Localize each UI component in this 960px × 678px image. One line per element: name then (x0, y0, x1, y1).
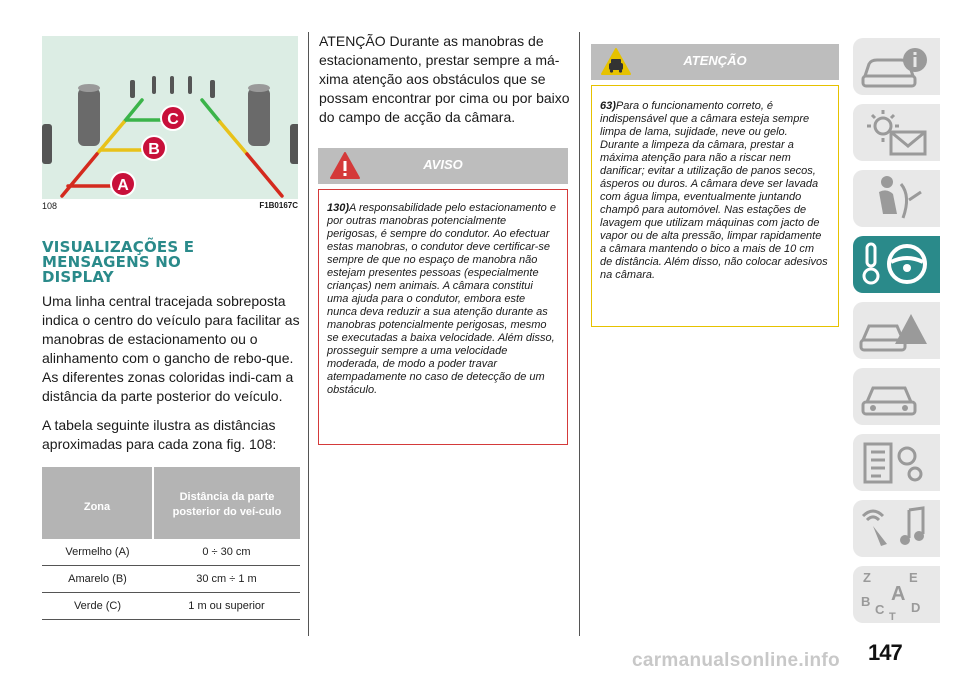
sidebar-item-starting-driving[interactable] (853, 236, 940, 293)
sidebar-item-seat-safety[interactable] (853, 170, 940, 227)
aviso-header (318, 148, 568, 184)
atencao-title: ATENÇÃO (683, 53, 747, 68)
sidebar-item-emergency[interactable] (853, 302, 940, 359)
table-cell: 1 m ou superior (153, 593, 300, 620)
atencao-box (591, 85, 839, 327)
svg-text:A: A (117, 177, 129, 194)
technical-data-icon (853, 434, 940, 491)
section-heading (42, 240, 302, 285)
alphabetical-index-icon (853, 566, 940, 623)
figure-number: 108 (42, 201, 58, 211)
svg-text:T: T (889, 611, 896, 623)
svg-text:D: D (911, 600, 921, 615)
figure-caption (42, 201, 298, 211)
left-post-icon (78, 88, 100, 146)
table-header-distance: Distância da parte posterior do veí-culo (153, 467, 300, 539)
table-row (42, 593, 300, 620)
car-maintenance-icon (853, 368, 940, 425)
atencao-text (592, 86, 838, 282)
intro-paragraph: Uma linha central tracejada sobreposta indica o centro do veículo para facilitar as manobras de estacionamento ou o alinhamento com o gancho de rebo-que. As diferentes zonas coloridas indi-cam a distância da parte posterior do veículo. (42, 293, 300, 404)
table-cell: Amarelo (B) (42, 566, 153, 593)
svg-text:C: C (875, 602, 885, 617)
seat-safety-icon (853, 170, 940, 227)
sidebar-item-index[interactable] (853, 566, 940, 623)
svg-text:B: B (861, 594, 871, 609)
atencao-header (591, 44, 839, 80)
zone-label-a (111, 172, 135, 196)
zone-label-c (161, 106, 185, 130)
sidebar-item-technical-data[interactable] (853, 434, 940, 491)
aviso-box (318, 189, 568, 445)
attention-paragraph: ATENÇÃO Durante as manobras de estacionamento, prestar sempre a má-xima atenção aos obstáculos que se possam encontrar por cima ou por baixo do campo de acção da câmara. (319, 33, 570, 125)
warning-lights-icon (853, 104, 940, 161)
table-cell: 30 cm ÷ 1 m (153, 566, 300, 593)
table-cell: 0 ÷ 30 cm (153, 539, 300, 566)
svg-text:C: C (167, 111, 179, 128)
svg-text:Z: Z (863, 570, 871, 585)
heading-line-2: MENSAGENS NO (42, 253, 181, 271)
distance-table (42, 467, 300, 620)
watermark: carmanualsonline.info (632, 650, 840, 671)
sidebar-item-warning-lights[interactable] (853, 104, 940, 161)
table-row (42, 566, 300, 593)
figure-code: F1B0167C (259, 201, 298, 210)
aviso-number: 130) (327, 202, 350, 214)
sidebar-item-multimedia[interactable] (853, 500, 940, 557)
sidebar-item-car-info[interactable] (853, 38, 940, 95)
aviso-body: A responsabilidade pelo estacionamento e por outras manobras potencialmente perigosas, é sempre do condutor. Ao efectuar estas manobras, o condutor deve certificar-se sempre de que no espaço de manobra não estejam presentes pessoas (especialmente crianças) nem animais. A câmara constitui uma ajuda para o condutor, embora este nunca deva reduzir a sua atenção durante as manobras potencialmente perigosas, mesmo se executadas a baixa velocidade. Além disso, prosseguir sempre a uma velocidade moderada, de modo a poder travar atempadamente no caso de detecção de um obstáculo. (327, 202, 556, 396)
table-intro-paragraph: A tabela seguinte ilustra as distâncias aproximadas para cada zona fig. 108: (42, 417, 277, 452)
svg-text:B: B (148, 141, 160, 158)
aviso-title: AVISO (423, 157, 463, 172)
key-steering-wheel-icon (853, 236, 940, 293)
column-divider (579, 32, 580, 636)
table-header-zone: Zona (42, 467, 153, 539)
heading-line-3: DISPLAY (42, 268, 114, 286)
car-info-icon (853, 38, 940, 95)
aviso-text (319, 190, 567, 397)
multimedia-icon (853, 500, 940, 557)
heading-line-1: VISUALIZAÇÕES E (42, 238, 195, 256)
atencao-body: Para o funcionamento correto, é indispensável que a câmara esteja sempre limpa de lama, sujidade, neve ou gelo. Durante a limpeza da câmara, prestar a máxima atenção para não a riscar nem danificar; evitar a utilização de panos secos, ásperos ou duros. A câmara deve ser lavada com água limpa, eventualmente juntando champô para automóvel. Nas estações de lavagem que utilizam máquinas com jacto de vapor ou de alta pressão, limpar rapidamente a câmara mantendo o bico a mais de 10 cm de distância. Além disso, não colocar adesivos na câmara. (600, 100, 828, 281)
table-cell: Verde (C) (42, 593, 153, 620)
car-accident-icon (853, 302, 940, 359)
svg-text:E: E (909, 570, 918, 585)
rear-camera-figure (42, 36, 298, 199)
rear-camera-diagram (42, 36, 298, 199)
table-row (42, 539, 300, 566)
right-post-icon (248, 88, 270, 146)
column-divider (308, 32, 309, 636)
table-cell: Vermelho (A) (42, 539, 153, 566)
sidebar-item-maintenance[interactable] (853, 368, 940, 425)
atencao-number: 63) (600, 100, 616, 112)
svg-text:A: A (891, 583, 906, 605)
page-number: 147 (868, 640, 902, 665)
zone-label-b (142, 136, 166, 160)
